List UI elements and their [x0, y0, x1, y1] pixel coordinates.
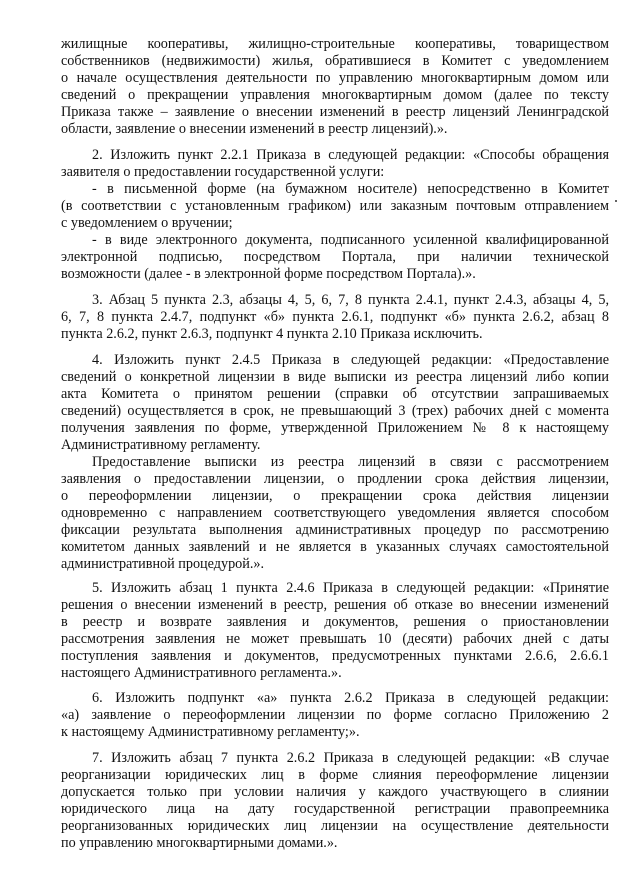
text-line: электронной подписью, посредством Портала, при наличии технической [61, 249, 609, 265]
text-line: о переоформлении лицензии, о прекращении срока действия лицензии [61, 488, 609, 504]
text-line: реорганизованных юридических лиц лицензии на осуществление деятельности [61, 818, 609, 834]
text-line: к настоящему Административному регламенту;». [61, 724, 360, 740]
text-line: 2. Изложить пункт 2.2.1 Приказа в следующей редакции: «Способы обращения [92, 147, 609, 163]
text-line: Предоставление выписки из реестра лицензий в связи с рассмотрением [92, 454, 609, 470]
text-line: области, заявление о внесении изменений в реестр лицензий).». [61, 121, 448, 137]
text-line: сведений) осуществляется в срок, не превышающий 3 (трех) рабочих дней с момента [61, 403, 609, 419]
text-line: 6. Изложить подпункт «а» пункта 2.6.2 Приказа в следующей редакции: [92, 690, 609, 706]
scan-speck [615, 200, 617, 202]
text-line: рассмотрения заявления не может превышать 10 (десяти) рабочих дней с даты [61, 631, 609, 647]
text-line: настоящего Административного регламента.». [61, 665, 342, 681]
text-line: (в соответствии с установленным графиком) или заказным почтовым отправлением [61, 198, 609, 214]
text-line: возможности (далее - в электронной форме посредством Портала).». [61, 266, 476, 282]
text-line: с уведомлением о вручении; [61, 215, 233, 231]
text-line: о начале осуществления деятельности по управлению многоквартирным домом или [61, 70, 609, 86]
text-line: акта Комитета о принятом решении (справки об отсутствии запрашиваемых [61, 386, 609, 402]
text-line: одновременно с направлением соответствующего уведомления является способом [61, 505, 609, 521]
text-line: жилищные кооперативы, жилищно-строительные кооперативы, товариществом [61, 36, 609, 52]
text-line: юридического лица на дату государственной регистрации правопреемника [61, 801, 609, 817]
text-line: 5. Изложить абзац 1 пункта 2.4.6 Приказа в следующей редакции: «Принятие [92, 580, 609, 596]
text-line: - в виде электронного документа, подписанного усиленной квалифицированной [92, 232, 609, 248]
text-line: административной процедурой.». [61, 556, 265, 572]
text-line: Приказа также – заявление о внесении изменений в реестр лицензий Ленинградской [61, 104, 609, 120]
text-line: пункта 2.6.2, пункт 2.6.3, подпункт 4 пункта 2.10 Приказа исключить. [61, 326, 483, 342]
text-line: заявителя о предоставлении государственной услуги: [61, 164, 385, 180]
text-line: получения заявления по форме, утвержденной Приложением № 8 к настоящему [61, 420, 609, 436]
text-line: реорганизации юридических лиц в форме слияния переоформление лицензии [61, 767, 609, 783]
text-line: заявления о предоставлении лицензии, о продлении срока действия лицензии, [61, 471, 609, 487]
text-line: 7. Изложить абзац 7 пункта 2.6.2 Приказа в следующей редакции: «В случае [92, 750, 609, 766]
text-line: фиксации результата выполнения административных процедур по рассмотрению [61, 522, 609, 538]
text-line: комитетом данных заявлений и не является в указанных случаях самостоятельной [61, 539, 609, 555]
text-line: по управлению многоквартирными домами.». [61, 835, 338, 851]
text-line: в реестр и возврате заявления и документов, решения о приостановлении [61, 614, 609, 630]
text-line: решения о внесении изменений в реестр, решения об отказе во внесении изменений [61, 597, 609, 613]
text-line: «а) заявление о переоформлении лицензии по форме согласно Приложению 2 [61, 707, 609, 723]
text-line: поступления заявления и документов, предусмотренных пунктами 2.6.6, 2.6.6.1 [61, 648, 609, 664]
text-line: сведений о конкретной лицензии в виде выписки из реестра лицензий либо копии [61, 369, 609, 385]
text-line: 3. Абзац 5 пункта 2.3, абзацы 4, 5, 6, 7, 8 пункта 2.4.1, пункт 2.4.3, абзацы 4, 5, [92, 292, 609, 308]
text-line: 6, 7, 8 пункта 2.4.7, подпункт «б» пункта 2.6.1, подпункт «б» пункта 2.6.2, абзац 8 [61, 309, 609, 325]
text-line: - в письменной форме (на бумажном носителе) непосредственно в Комитет [92, 181, 609, 197]
text-line: допускается только при условии наличия у каждого участвующего в слиянии [61, 784, 609, 800]
text-line: собственников (недвижимости) жилья, обратившиеся в Комитет с уведомлением [61, 53, 609, 69]
text-line: 4. Изложить пункт 2.4.5 Приказа в следующей редакции: «Предоставление [92, 352, 609, 368]
text-line: Административному регламенту. [61, 437, 261, 453]
text-line: сведений о прекращении управления многоквартирным домом (далее по тексту [61, 87, 609, 103]
